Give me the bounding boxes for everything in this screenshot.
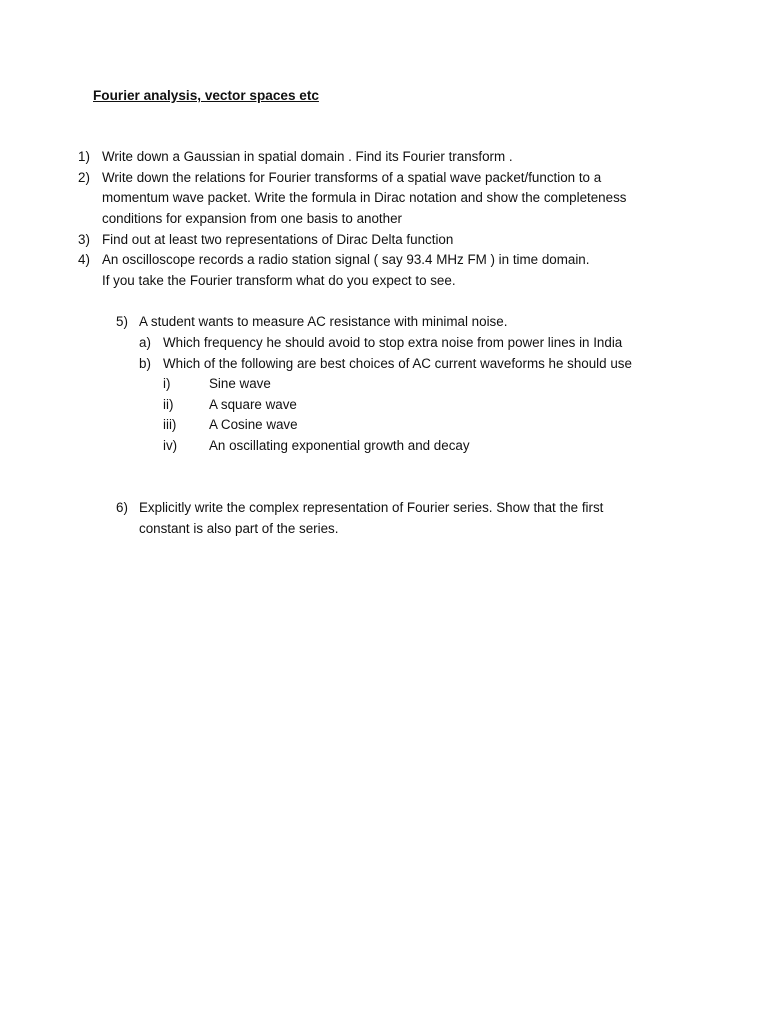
question-2	[0, 168, 768, 189]
question-text-line: Write down the relations for Fourier transforms of a spatial wave packet/function to a	[102, 170, 602, 185]
option-text: An oscillating exponential growth and decay	[209, 438, 470, 453]
question-number: 4)	[78, 252, 90, 267]
option-label: ii)	[163, 397, 174, 412]
option-item	[0, 395, 768, 416]
question-4	[0, 250, 768, 271]
question-text-line: An oscilloscope records a radio station signal ( say 93.4 MHz FM ) in time domain.	[102, 252, 590, 267]
question-6	[0, 498, 768, 519]
question-text: Write down a Gaussian in spatial domain . Find its Fourier transform .	[102, 149, 513, 164]
document-title: Fourier analysis, vector spaces etc	[93, 88, 319, 103]
question-text: Find out at least two representations of Dirac Delta function	[102, 232, 454, 247]
subquestion-a	[0, 333, 768, 354]
question-text-line: Explicitly write the complex representation of Fourier series. Show that the first	[139, 500, 604, 515]
question-2-continuation	[0, 188, 768, 209]
question-4-continuation	[0, 271, 768, 292]
question-number: 1)	[78, 149, 90, 164]
subquestion-b	[0, 354, 768, 375]
option-label: i)	[163, 376, 171, 391]
option-item	[0, 415, 768, 436]
subquestion-label: b)	[139, 356, 151, 371]
option-label: iv)	[163, 438, 178, 453]
option-item	[0, 436, 768, 457]
question-number: 3)	[78, 232, 90, 247]
question-number: 6)	[116, 500, 128, 515]
question-text-line: momentum wave packet. Write the formula in Dirac notation and show the completeness	[102, 190, 627, 205]
question-number: 5)	[116, 314, 128, 329]
option-item	[0, 374, 768, 395]
question-3	[0, 230, 768, 251]
option-text: A square wave	[209, 397, 297, 412]
question-text: A student wants to measure AC resistance with minimal noise.	[139, 314, 508, 329]
option-label: iii)	[163, 417, 177, 432]
option-text: A Cosine wave	[209, 417, 298, 432]
option-text: Sine wave	[209, 376, 271, 391]
question-text-line: conditions for expansion from one basis to another	[102, 211, 402, 226]
question-2-continuation	[0, 209, 768, 230]
subquestion-text: Which frequency he should avoid to stop extra noise from power lines in India	[163, 335, 623, 350]
question-text-line: If you take the Fourier transform what do you expect to see.	[102, 273, 456, 288]
question-6-continuation	[0, 519, 768, 540]
question-text-line: constant is also part of the series.	[139, 521, 339, 536]
question-number: 2)	[78, 170, 90, 185]
subquestion-label: a)	[139, 335, 151, 350]
question-5	[0, 312, 768, 333]
subquestion-text: Which of the following are best choices of AC current waveforms he should use	[163, 356, 632, 371]
question-1	[0, 147, 768, 168]
